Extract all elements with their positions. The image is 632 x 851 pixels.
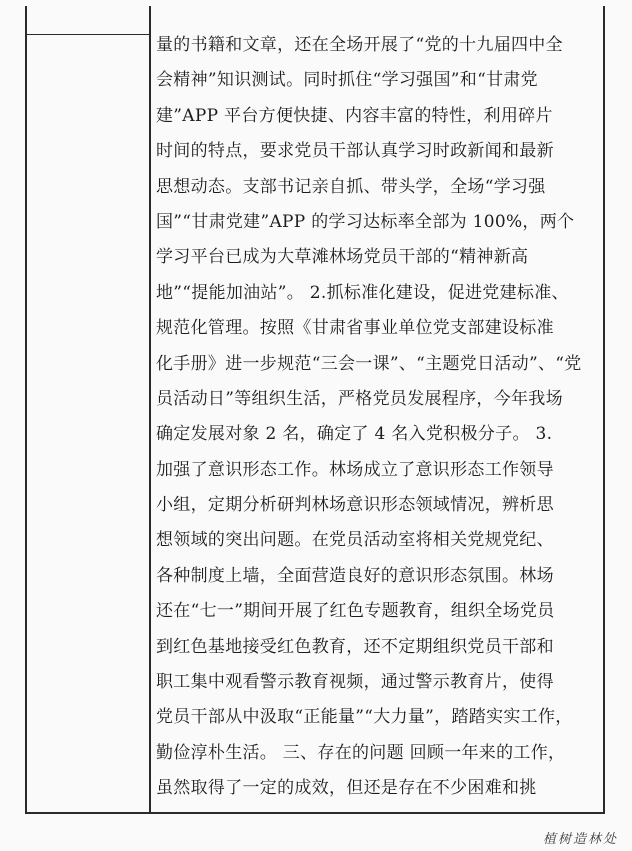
text-line: 到红色基地接受红色教育，还不定期组织党员干部和: [156, 636, 554, 657]
text-line: 国”“甘肃党建”APP 的学习达标率全部为 100%，两个: [156, 211, 575, 232]
footer-stamp: 植树造林处: [542, 832, 618, 847]
text-line: 职工集中观看警示教育视频，通过警示教育片，使得: [156, 672, 554, 693]
text-line: 员活动日”等组织生活，严格党员发展程序，今年我场: [156, 388, 563, 409]
text-line: 勤俭淳朴生活。 三、存在的问题 回顾一年来的工作，: [156, 742, 566, 763]
text-line: 规范化管理。按照《甘肃省事业单位党支部建设标准: [156, 318, 554, 339]
left-label-cell: [27, 6, 151, 812]
text-line: 想领域的突出问题。在党员活动室将相关党规党纪、: [156, 530, 554, 551]
body-paragraph: [156, 28, 586, 807]
text-line: 小组，定期分析研判林场意识形态领域情况，辨析思: [156, 495, 554, 516]
text-line: 党员干部从中汲取“正能量”“大力量”，踏踏实实工作，: [156, 707, 573, 728]
text-line: 量的书籍和文章，还在全场开展了“党的十九届四中全: [156, 35, 563, 55]
text-line: 地”“提能加油站”。 2.抓标准化建设，促进党建标准、: [156, 282, 569, 303]
text-line: 建”APP 平台方便快捷、内容丰富的特性，利用碎片: [156, 105, 553, 126]
left-cell-top-rule: [27, 34, 151, 35]
text-line: 思想动态。支部书记亲自抓、带头学，全场“学习强: [156, 176, 546, 197]
text-line: 时间的特点，要求党员干部认真学习时政新闻和最新: [156, 141, 554, 162]
text-line: 虽然取得了一定的成效，但还是存在不少困难和挑: [156, 778, 537, 799]
text-line: 各种制度上墙，全面营造良好的意识形态氛围。林场: [156, 565, 554, 586]
text-line: 会精神”知识测试。同时抓住“学习强国”和“甘肃党: [156, 70, 538, 91]
text-line: 确定发展对象 2 名，确定了 4 名入党积极分子。 3.: [156, 424, 553, 445]
text-line: 学习平台已成为大草滩林场党员干部的“精神新高: [156, 247, 529, 268]
text-line: 化手册》进一步规范“三会一课”、“主题党日活动”、“党: [156, 353, 582, 374]
text-line: 加强了意识形态工作。林场成立了意识形态工作领导: [156, 459, 554, 480]
text-line: 还在“七一”期间开展了红色专题教育，组织全场党员: [156, 601, 555, 622]
